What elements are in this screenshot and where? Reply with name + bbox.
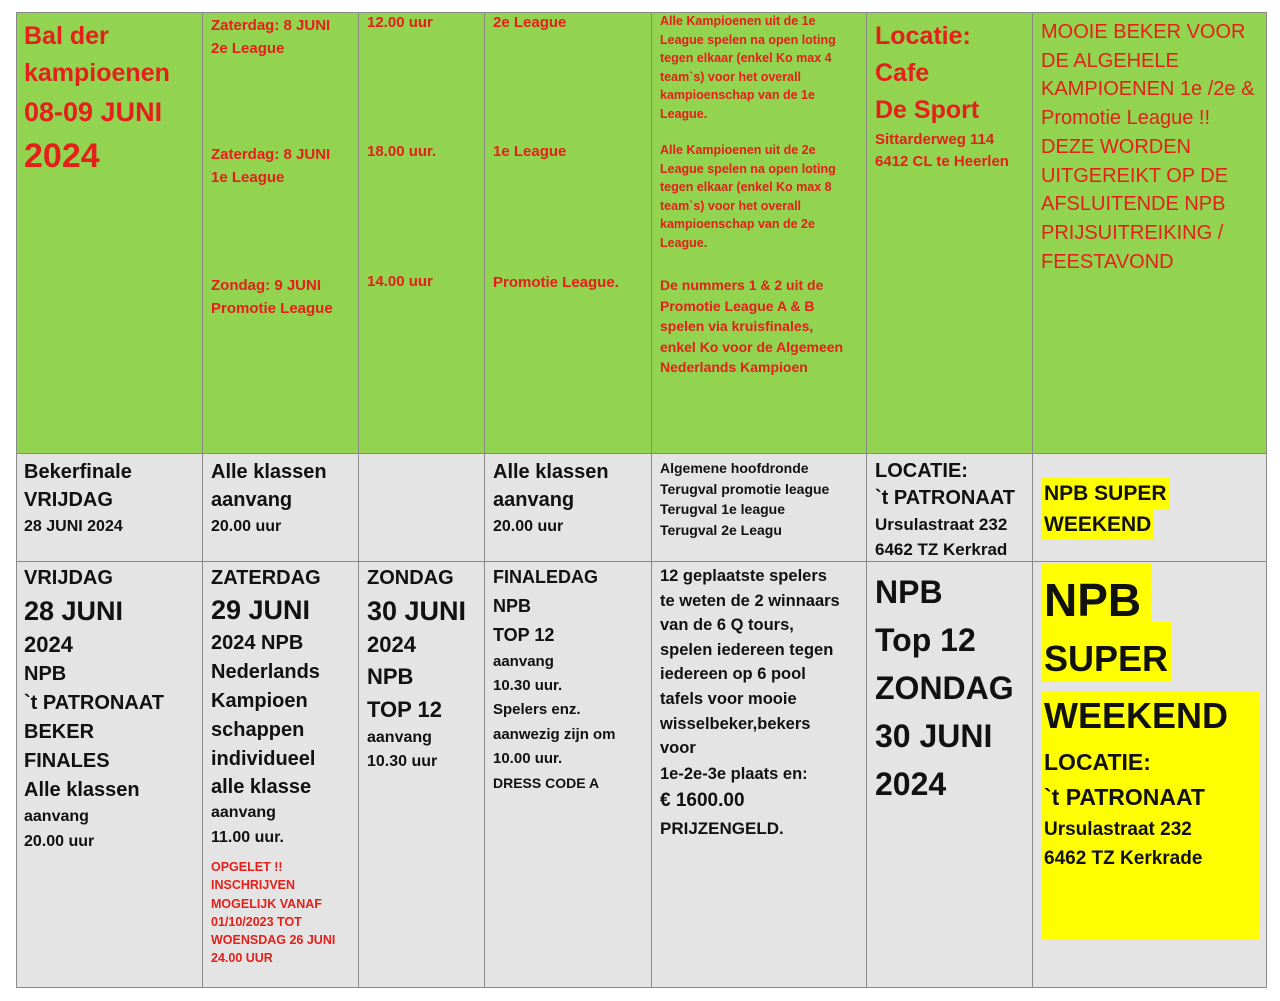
cell-line: 2024 NPB <box>211 632 304 654</box>
warning-line: INSCHRIJVEN <box>211 878 296 893</box>
cell-line: ZATERDAG <box>211 567 321 589</box>
cell-line: NPB <box>24 663 67 685</box>
cell-line: Terugval 2e Leagu <box>660 521 782 538</box>
title-line: kampioenen <box>24 59 170 87</box>
cell-line: van de 6 Q tours, <box>660 616 794 635</box>
cell-line: iedereen op 6 pool <box>660 665 806 684</box>
day-label: Zaterdag: 8 JUNI <box>211 146 331 163</box>
cell-line: aanvang <box>211 804 276 821</box>
cell-line: tafels voor mooie <box>660 689 797 708</box>
cell-line: ZONDAG <box>367 567 454 589</box>
cell-line: VRIJDAG <box>24 567 113 589</box>
cell-line: NPB <box>875 574 943 610</box>
highlight-text: NPB SUPER <box>1041 478 1170 509</box>
prize-line: MOOIE BEKER VOOR <box>1041 21 1246 43</box>
prize-line: KAMPIOENEN 1e /2e & <box>1041 78 1255 101</box>
cell-line: 28 JUNI 2024 <box>24 518 123 535</box>
highlight-text: WEEKEND <box>1041 509 1154 540</box>
notes-cell <box>652 12 867 454</box>
league-name: 2e League <box>493 14 567 31</box>
cell-line: 2024 <box>24 632 73 657</box>
cell-line: 1e-2e-3e plaats en: <box>660 764 808 783</box>
top12-info-cell <box>652 562 867 988</box>
cell-line: 20.00 uur <box>493 518 564 535</box>
cell-line: `t PATRONAAT <box>875 487 1015 509</box>
address-line: Ursulastraat 232 <box>1044 819 1192 840</box>
cell-line: Bekerfinale <box>24 461 132 483</box>
note-line: Alle Kampioenen uit de 2e <box>660 143 816 157</box>
cell-line: aanvang <box>211 489 293 511</box>
league-label: 2e League <box>211 40 285 57</box>
cell-line: VRIJDAG <box>24 489 113 511</box>
note-line: League. <box>660 106 708 121</box>
prize-line: AFSLUITENDE NPB <box>1041 193 1226 216</box>
cell-line: ZONDAG <box>875 670 1014 706</box>
time-label: 12.00 uur <box>367 14 433 31</box>
note-line: enkel Ko voor de Algemeen <box>660 338 844 355</box>
prize-line: Promotie League !! <box>1041 107 1210 130</box>
days-cell <box>203 12 359 454</box>
cell-line: 2024 <box>875 766 947 802</box>
cell-line: 6462 TZ Kerkrad <box>875 540 1008 559</box>
address-line: 6462 TZ Kerkrade <box>1044 848 1203 869</box>
note-line: League. <box>660 235 708 250</box>
league-name: Promotie League. <box>493 274 619 291</box>
cell-line: individueel <box>211 748 316 770</box>
cell-line: aanvang <box>367 729 432 746</box>
cell-line: aanvang <box>493 653 554 670</box>
cell-line: TOP 12 <box>367 697 443 722</box>
cell-line: aanvang <box>493 489 575 511</box>
super-weekend-cell <box>1033 454 1267 562</box>
rounds-cell <box>652 454 867 562</box>
note-line: League spelen na open loting <box>660 161 836 176</box>
location-cell <box>867 12 1033 454</box>
cell-line: Ursulastraat 232 <box>875 515 1008 534</box>
big-title-line: SUPER <box>1044 638 1169 679</box>
location-cell <box>867 454 1033 562</box>
cell-line: 29 JUNI <box>211 595 311 625</box>
empty-cell <box>359 454 485 562</box>
times-cell <box>359 12 485 454</box>
cell-line: 10.00 uur. <box>493 750 563 767</box>
location-line: De Sport <box>875 96 980 124</box>
title-cell <box>16 12 203 454</box>
cell-line: DRESS CODE A <box>493 774 600 791</box>
super-weekend-big-cell <box>1033 562 1267 988</box>
cell-line: PRIJZENGELD. <box>660 818 784 838</box>
note-line: kampioenschap van de 1e <box>660 88 815 102</box>
cell-line: schappen <box>211 719 305 741</box>
top12-cell <box>867 562 1033 988</box>
big-title-line: NPB <box>1044 574 1142 626</box>
warning-line: MOGELIJK VANAF <box>211 896 322 911</box>
cell-line: Spelers enz. <box>493 701 581 718</box>
league-name: 1e League <box>493 143 567 160</box>
warning-line: WOENSDAG 26 JUNI <box>211 933 336 948</box>
note-line: Nederlands Kampioen <box>660 359 808 375</box>
address-line: 6412 CL te Heerlen <box>875 153 1009 170</box>
note-line: League spelen na open loting <box>660 32 836 47</box>
cell-line: spelen iedereen tegen <box>660 640 834 659</box>
prize-line: UITGEREIKT OP DE <box>1041 164 1229 187</box>
cell-line: 12 geplaatste spelers <box>660 567 827 585</box>
note-line: De nummers 1 & 2 uit de <box>660 277 824 293</box>
note-line: team`s) voor het overall <box>660 69 802 84</box>
prize-cell <box>1033 12 1267 454</box>
warning-line: OPGELET !! <box>211 860 283 874</box>
sunday-cell <box>359 562 485 988</box>
cell-line: Top 12 <box>875 622 976 658</box>
cell-line: Terugval promotie league <box>660 480 830 497</box>
note-line: tegen elkaar (enkel Ko max 8 <box>660 180 832 194</box>
prize-line: DE ALGEHELE <box>1041 49 1179 72</box>
note-line: Alle Kampioenen uit de 1e <box>660 14 816 28</box>
title-line: Bal der <box>24 22 109 50</box>
note-line: Promotie League A & B <box>660 297 815 314</box>
cell-line: wisselbeker,bekers <box>660 714 811 733</box>
cell-line: voor <box>660 739 696 758</box>
cell-line: FINALES <box>24 750 110 772</box>
cell-line: 20.00 uur <box>24 833 95 850</box>
schedule-table <box>16 12 1267 988</box>
note-line: spelen via kruisfinales, <box>660 318 814 334</box>
cell-line: 10.30 uur <box>367 753 438 770</box>
title-line: 2024 <box>24 137 100 175</box>
classes-cell <box>485 454 652 562</box>
prize-line: PRIJSUITREIKING / <box>1041 221 1224 244</box>
cell-line: 30 JUNI <box>875 718 993 754</box>
cell-line: 11.00 uur. <box>211 829 284 846</box>
saturday-cell <box>203 562 359 988</box>
location-line: Locatie: <box>875 22 971 50</box>
cell-line: 2024 <box>367 632 416 657</box>
cell-line: 10.30 uur. <box>493 677 563 694</box>
bekerfinale-cell <box>16 454 203 562</box>
title-line: 08-09 JUNI <box>24 97 163 127</box>
cell-line: Alle klassen <box>24 779 140 801</box>
cell-line: te weten de 2 winnaars <box>660 591 840 610</box>
time-label: 18.00 uur. <box>367 143 437 160</box>
note-line: team`s) voor het overall <box>660 198 802 213</box>
cell-line: FINALEDAG <box>493 567 598 587</box>
day-label: Zondag: 9 JUNI <box>211 277 322 294</box>
warning-line: 24.00 UUR <box>211 951 273 966</box>
location-line: Cafe <box>875 59 930 87</box>
league-label: Promotie League <box>211 300 333 317</box>
cell-line: `t PATRONAAT <box>24 692 164 714</box>
leagues-cell <box>485 12 652 454</box>
finaledag-cell <box>485 562 652 988</box>
prize-money: € 1600.00 <box>660 789 745 811</box>
cell-line: aanwezig zijn om <box>493 725 616 743</box>
cell-line: NPB <box>493 596 532 616</box>
cell-line: Kampioen <box>211 690 308 712</box>
classes-cell <box>203 454 359 562</box>
cell-line: LOCATIE: <box>875 460 968 482</box>
cell-line: Alle klassen <box>211 461 327 483</box>
prize-line: FEESTAVOND <box>1041 250 1174 273</box>
cell-line: TOP 12 <box>493 625 555 645</box>
cell-line: alle klasse <box>211 776 312 798</box>
cell-line: Terugval 1e league <box>660 501 786 517</box>
location-line: LOCATIE: <box>1044 749 1151 775</box>
cell-line: NPB <box>367 664 414 689</box>
note-line: kampioenschap van de 2e <box>660 217 815 231</box>
cell-line: Algemene hoofdronde <box>660 460 809 476</box>
cell-line: BEKER <box>24 721 95 743</box>
day-label: Zaterdag: 8 JUNI <box>211 17 331 34</box>
note-line: tegen elkaar (enkel Ko max 4 <box>660 51 832 65</box>
league-label: 1e League <box>211 169 285 186</box>
cell-line: 30 JUNI <box>367 596 467 626</box>
time-label: 14.00 uur <box>367 273 433 290</box>
warning-line: 01/10/2023 TOT <box>211 914 302 929</box>
cell-line: Nederlands <box>211 661 320 683</box>
cell-line: 28 JUNI <box>24 596 124 626</box>
location-line: `t PATRONAAT <box>1044 784 1205 810</box>
cell-line: 20.00 uur <box>211 518 282 535</box>
big-title-line: WEEKEND <box>1044 695 1229 736</box>
prize-line: DEZE WORDEN <box>1041 135 1191 158</box>
cell-line: Alle klassen <box>493 461 609 483</box>
friday-cell <box>16 562 203 988</box>
address-line: Sittarderweg 114 <box>875 131 995 148</box>
cell-line: aanvang <box>24 808 89 825</box>
